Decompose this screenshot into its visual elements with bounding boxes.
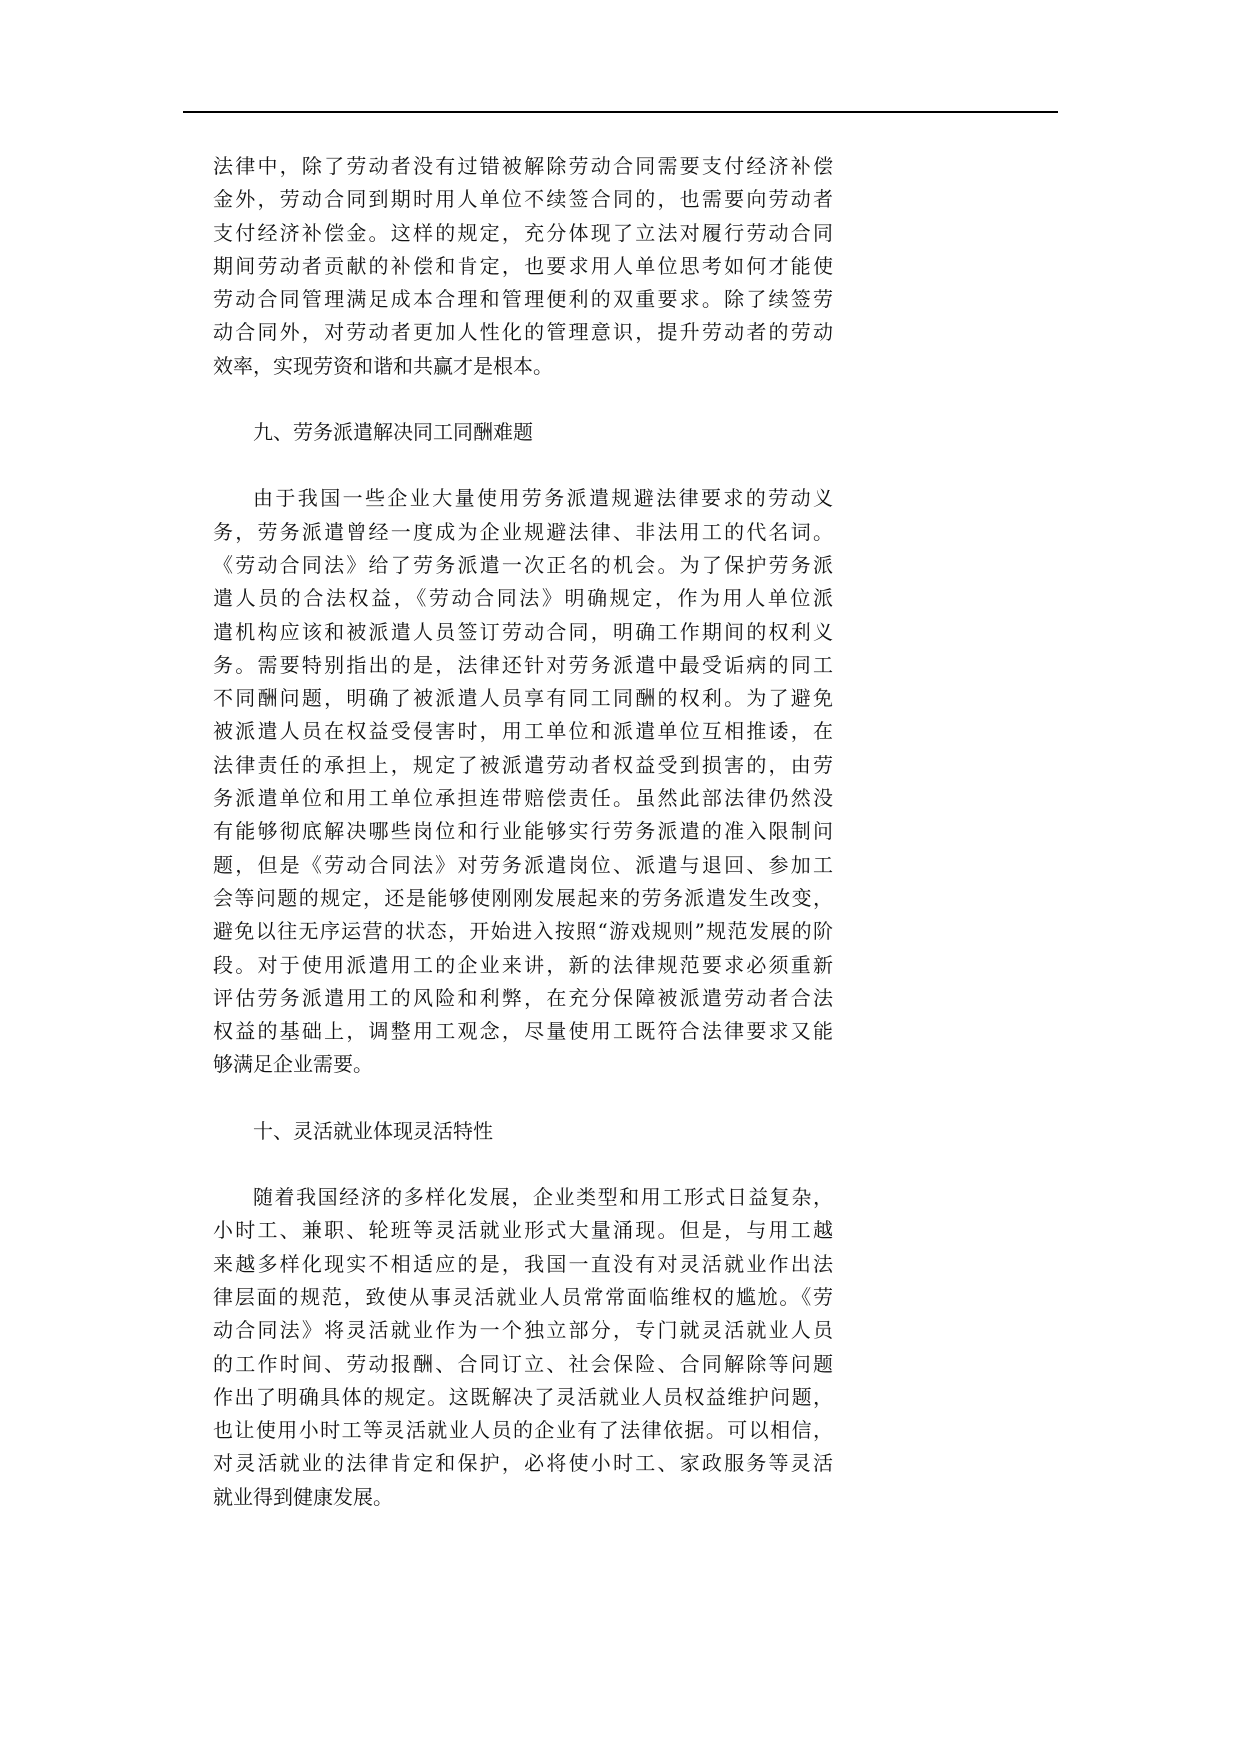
body-paragraph xyxy=(213,1181,833,1514)
paragraph-line: 支付经济补偿金。这样的规定，充分体现了立法对履行劳动合同 xyxy=(213,220,833,245)
paragraph-line: 权益的基础上，调整用工观念，尽量使用工既符合法律要求又能 xyxy=(213,1019,833,1044)
paragraph-line: 的工作时间、劳动报酬、合同订立、社会保险、合同解除等问题 xyxy=(213,1351,833,1376)
paragraph-line: 法律责任的承担上，规定了被派遣劳动者权益受到损害的，由劳 xyxy=(213,752,833,777)
section-heading: 九、劳务派遣解决同工同酬难题 xyxy=(253,420,533,445)
document-body xyxy=(213,150,833,1514)
paragraph-line: 随着我国经济的多样化发展，企业类型和用工形式日益复杂， xyxy=(253,1185,833,1210)
paragraph-line: 法律中，除了劳动者没有过错被解除劳动合同需要支付经济补偿 xyxy=(213,154,833,178)
paragraph-line: 金外，劳动合同到期时用人单位不续签合同的，也需要向劳动者 xyxy=(213,187,833,212)
paragraph-spacer xyxy=(213,383,833,416)
paragraph-line: 够满足企业需要。 xyxy=(213,1052,373,1077)
paragraph-line: 题，但是《劳动合同法》对劳务派遣岗位、派遣与退回、参加工 xyxy=(213,852,833,877)
paragraph-line: 律层面的规范，致使从事灵活就业人员常常面临维权的尴尬。《劳 xyxy=(213,1284,833,1309)
paragraph-line: 效率，实现劳资和谐和共赢才是根本。 xyxy=(213,353,553,378)
header-rule xyxy=(183,111,1058,113)
paragraph-line: 劳动合同管理满足成本合理和管理便利的双重要求。除了续签劳 xyxy=(213,287,833,312)
paragraph-line: 务，劳务派遣曾经一度成为企业规避法律、非法用工的代名词。 xyxy=(213,519,833,544)
paragraph-line: 期间劳动者贡献的补偿和肯定，也要求用人单位思考如何才能使 xyxy=(213,253,833,278)
section-heading: 十、灵活就业体现灵活特性 xyxy=(253,1118,493,1143)
body-paragraph xyxy=(213,482,833,1081)
paragraph-line: 不同酬问题，明确了被派遣人员享有同工同酬的权利。为了避免 xyxy=(213,686,833,711)
body-paragraph xyxy=(213,150,833,383)
paragraph-line: 作出了明确具体的规定。这既解决了灵活就业人员权益维护问题， xyxy=(213,1384,833,1409)
paragraph-spacer xyxy=(213,1148,833,1181)
paragraph-line: 也让使用小时工等灵活就业人员的企业有了法律依据。可以相信， xyxy=(213,1418,833,1443)
paragraph-line: 避免以往无序运营的状态，开始进入按照“游戏规则”规范发展的阶 xyxy=(213,919,833,944)
paragraph-line: 动合同法》将灵活就业作为一个独立部分，专门就灵活就业人员 xyxy=(213,1318,833,1343)
paragraph-line: 有能够彻底解决哪些岗位和行业能够实行劳务派遣的准入限制问 xyxy=(213,819,833,844)
paragraph-spacer xyxy=(213,449,833,482)
paragraph-line: 务派遣单位和用工单位承担连带赔偿责任。虽然此部法律仍然没 xyxy=(213,786,833,811)
paragraph-line: 小时工、兼职、轮班等灵活就业形式大量涌现。但是，与用工越 xyxy=(213,1218,833,1243)
paragraph-line: 动合同外，对劳动者更加人性化的管理意识，提升劳动者的劳动 xyxy=(213,320,833,345)
paragraph-line: 段。对于使用派遣用工的企业来讲，新的法律规范要求必须重新 xyxy=(213,952,833,977)
paragraph-spacer xyxy=(213,1082,833,1115)
paragraph-line: 由于我国一些企业大量使用劳务派遣规避法律要求的劳动义 xyxy=(253,486,833,511)
paragraph-line: 《劳动合同法》给了劳务派遣一次正名的机会。为了保护劳务派 xyxy=(213,552,833,577)
paragraph-line: 对灵活就业的法律肯定和保护，必将使小时工、家政服务等灵活 xyxy=(213,1451,833,1476)
paragraph-line: 遣机构应该和被派遣人员签订劳动合同，明确工作期间的权利义 xyxy=(213,619,833,644)
paragraph-line: 会等问题的规定，还是能够使刚刚发展起来的劳务派遣发生改变， xyxy=(213,885,833,910)
paragraph-line: 就业得到健康发展。 xyxy=(213,1484,393,1509)
paragraph-line: 来越多样化现实不相适应的是，我国一直没有对灵活就业作出法 xyxy=(213,1251,833,1276)
paragraph-line: 被派遣人员在权益受侵害时，用工单位和派遣单位互相推诿，在 xyxy=(213,719,833,744)
paragraph-line: 遣人员的合法权益，《劳动合同法》明确规定，作为用人单位派 xyxy=(213,586,833,611)
paragraph-line: 评估劳务派遣用工的风险和利弊，在充分保障被派遣劳动者合法 xyxy=(213,985,833,1010)
paragraph-line: 务。需要特别指出的是，法律还针对劳务派遣中最受诟病的同工 xyxy=(213,652,833,677)
